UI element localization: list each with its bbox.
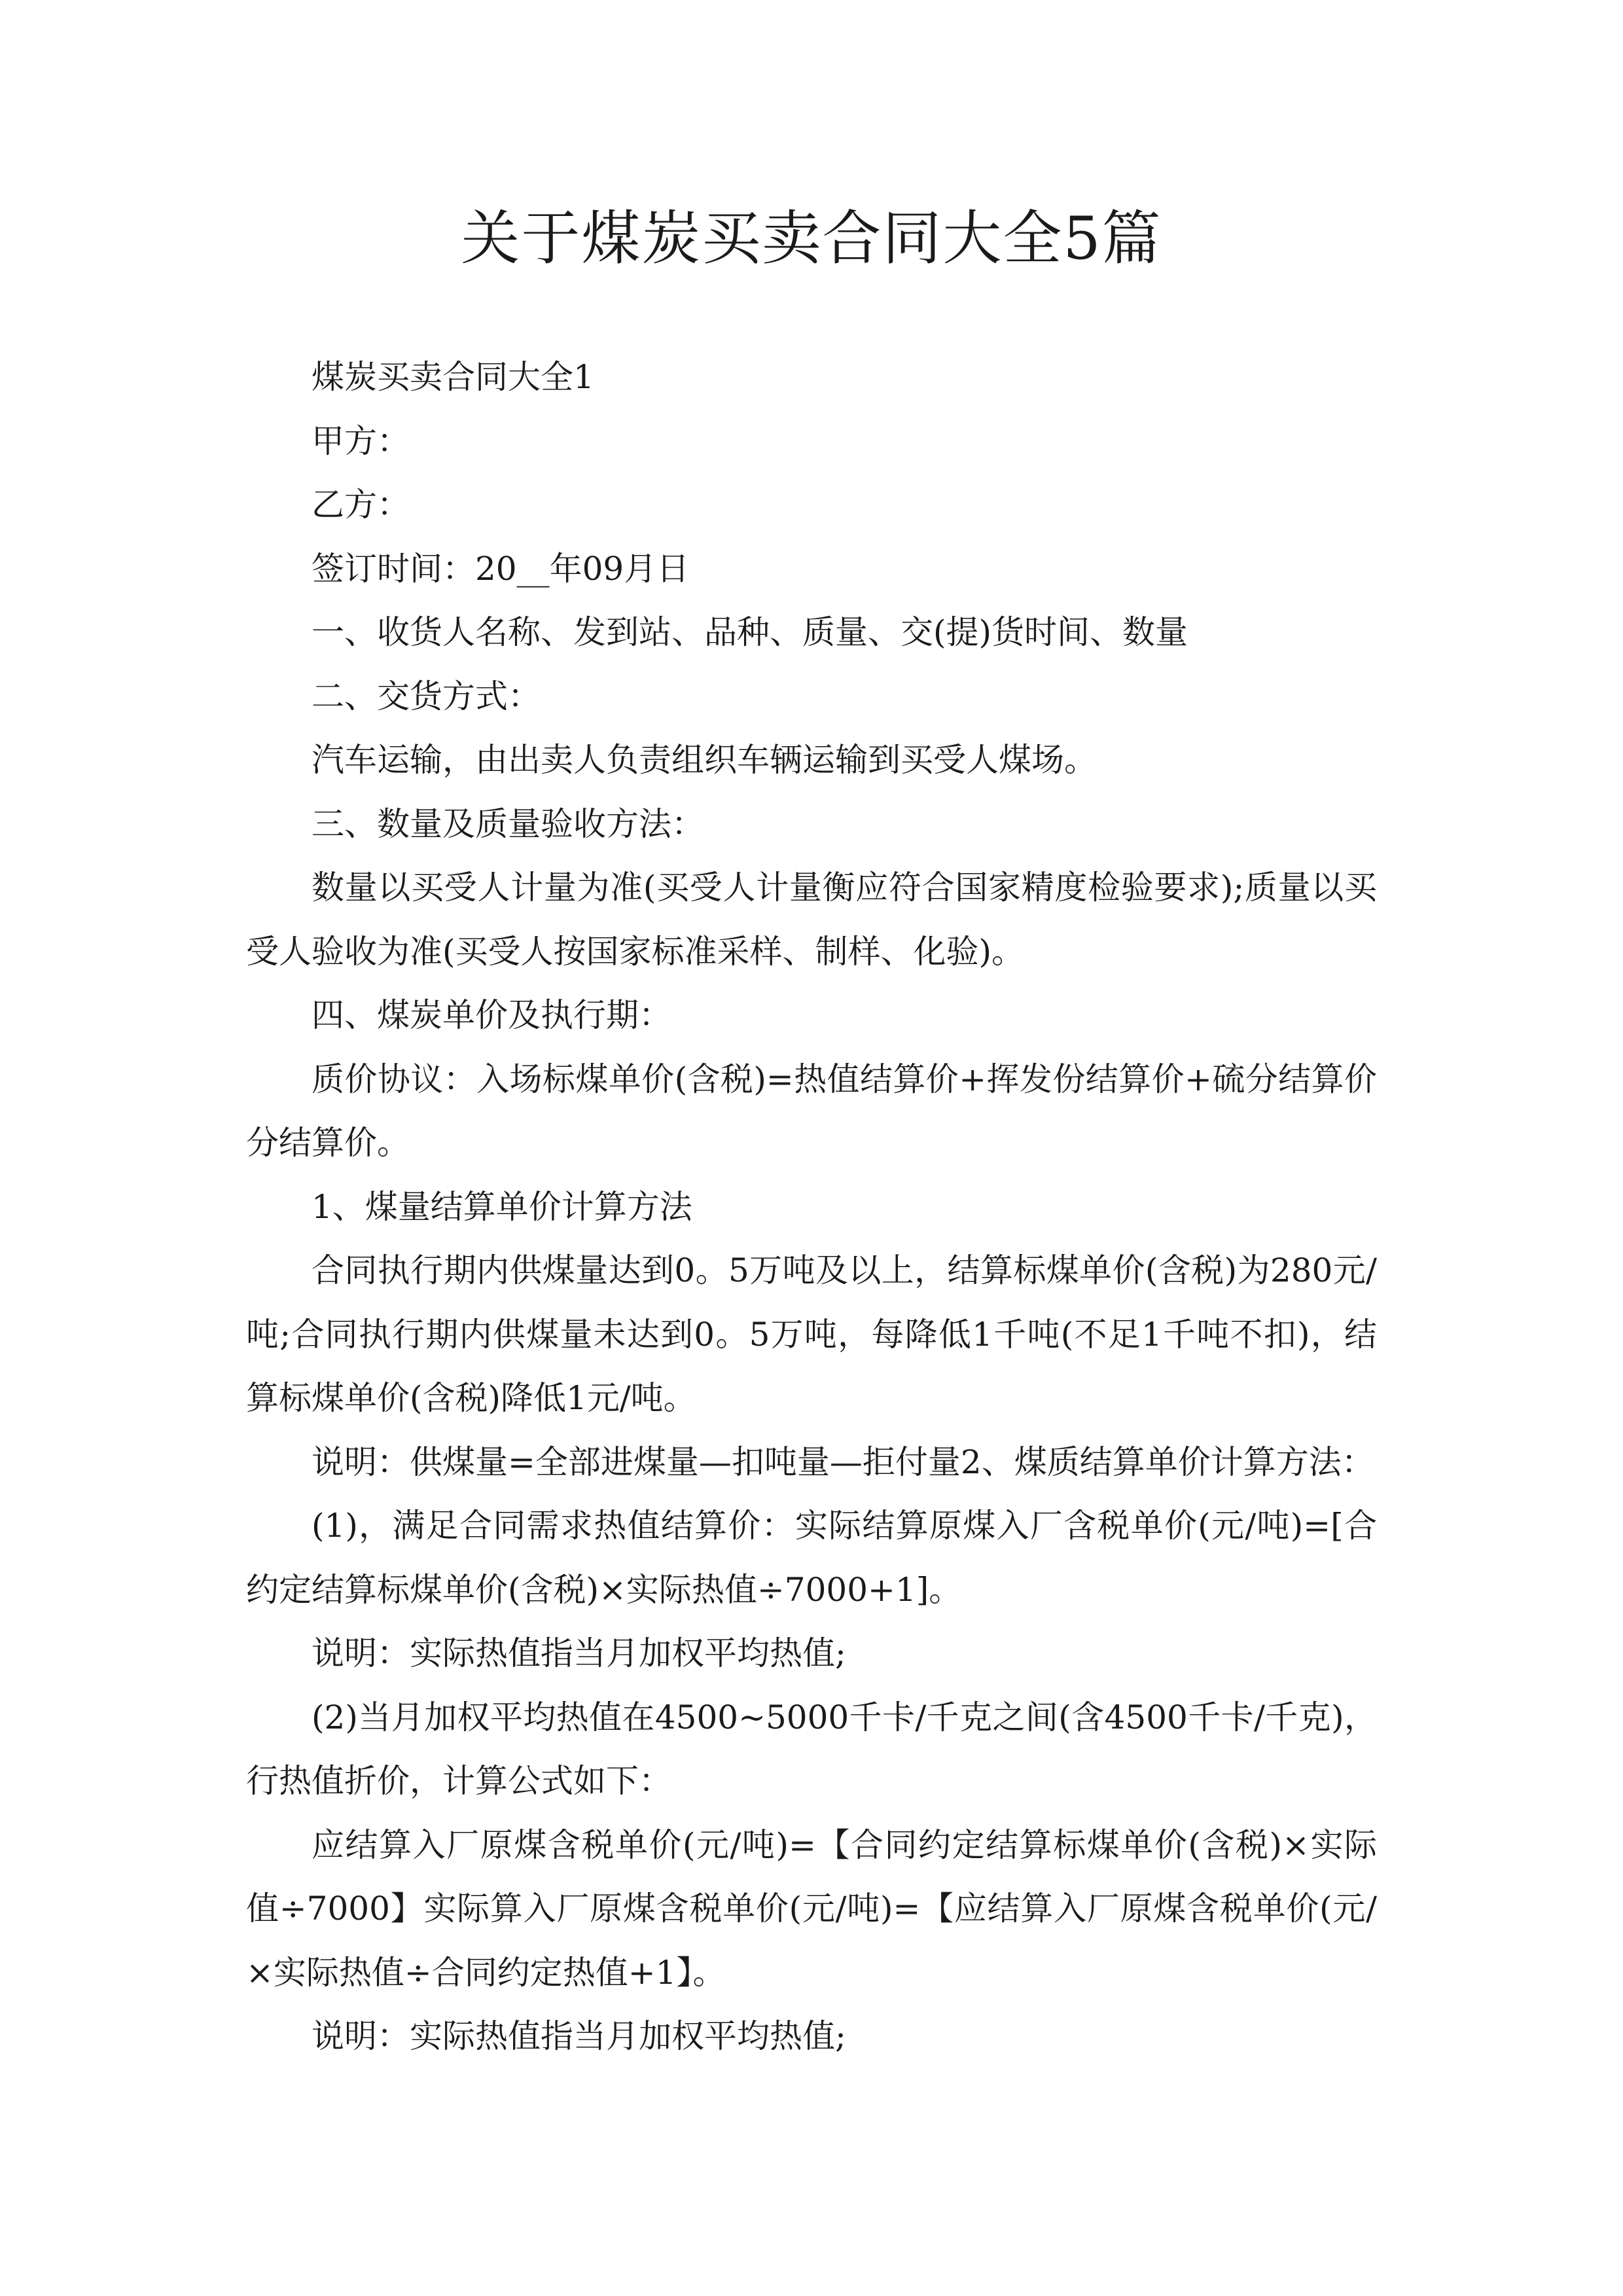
text-line: 数量以买受人计量为准(买受人计量衡应符合国家精度检验要求);质量以买	[312, 869, 1377, 906]
document-body	[246, 346, 1377, 2069]
document-title: 关于煤炭买卖合同大全5篇	[461, 204, 1162, 273]
text-line: 说明：供煤量=全部进煤量—扣吨量—拒付量2、煤质结算单价计算方法：	[312, 1443, 1374, 1481]
text-line: 签订时间：20__年09月日	[312, 549, 690, 588]
text-line: 行热值折价，计算公式如下：	[246, 1762, 671, 1800]
text-line: 算标煤单价(含税)降低1元/吨。	[246, 1379, 696, 1417]
text-line: 汽车运输，由出卖人负责组织车辆运输到买受人煤场。	[312, 741, 1097, 779]
text-line: (1)，满足合同需求热值结算价：实际结算原煤入厂含税单价(元/吨)=[合	[312, 1507, 1377, 1545]
text-line: 约定结算标煤单价(含税)×实际热值÷7000+1]。	[246, 1570, 962, 1609]
text-line: 吨;合同执行期内供煤量未达到0。5万吨，每降低1千吨(不足1千吨不扣)，结	[246, 1315, 1377, 1354]
text-line: 二、交货方式：	[312, 677, 541, 715]
text-line: 分结算价。	[246, 1124, 410, 1162]
text-line: 一、收货人名称、发到站、品种、质量、交(提)货时间、数量	[312, 613, 1188, 651]
text-line: 说明：实际热值指当月加权平均热值;	[312, 1634, 846, 1672]
text-line: 煤炭买卖合同大全1	[312, 358, 594, 396]
text-line: 四、煤炭单价及执行期：	[312, 996, 671, 1034]
text-line: ×实际热值÷合同约定热值+1】。	[246, 1953, 726, 1992]
text-line: 说明：实际热值指当月加权平均热值;	[312, 2017, 846, 2055]
text-line: 三、数量及质量验收方法：	[312, 804, 704, 843]
text-line: 质价协议：入场标煤单价(含税)=热值结算价+挥发份结算价+硫分结算价	[312, 1060, 1377, 1098]
text-line: 应结算入厂原煤含税单价(元/吨)=【合同约定结算标煤单价(含税)×实际	[312, 1825, 1377, 1864]
text-line: 合同执行期内供煤量达到0。5万吨及以上，结算标煤单价(含税)为280元/	[312, 1251, 1377, 1289]
text-line: (2)当月加权平均热值在4500~5000千卡/千克之间(含4500千卡/千克)，	[312, 1698, 1377, 1736]
text-line: 乙方：	[312, 486, 410, 524]
text-line: 值÷7000】实际算入厂原煤含税单价(元/吨)=【应结算入厂原煤含税单价(元/	[246, 1890, 1377, 1928]
text-line: 甲方：	[312, 422, 410, 460]
text-line: 受人验收为准(买受人按国家标准采样、制样、化验)。	[246, 932, 1025, 971]
text-line: 1、煤量结算单价计算方法	[312, 1187, 692, 1226]
